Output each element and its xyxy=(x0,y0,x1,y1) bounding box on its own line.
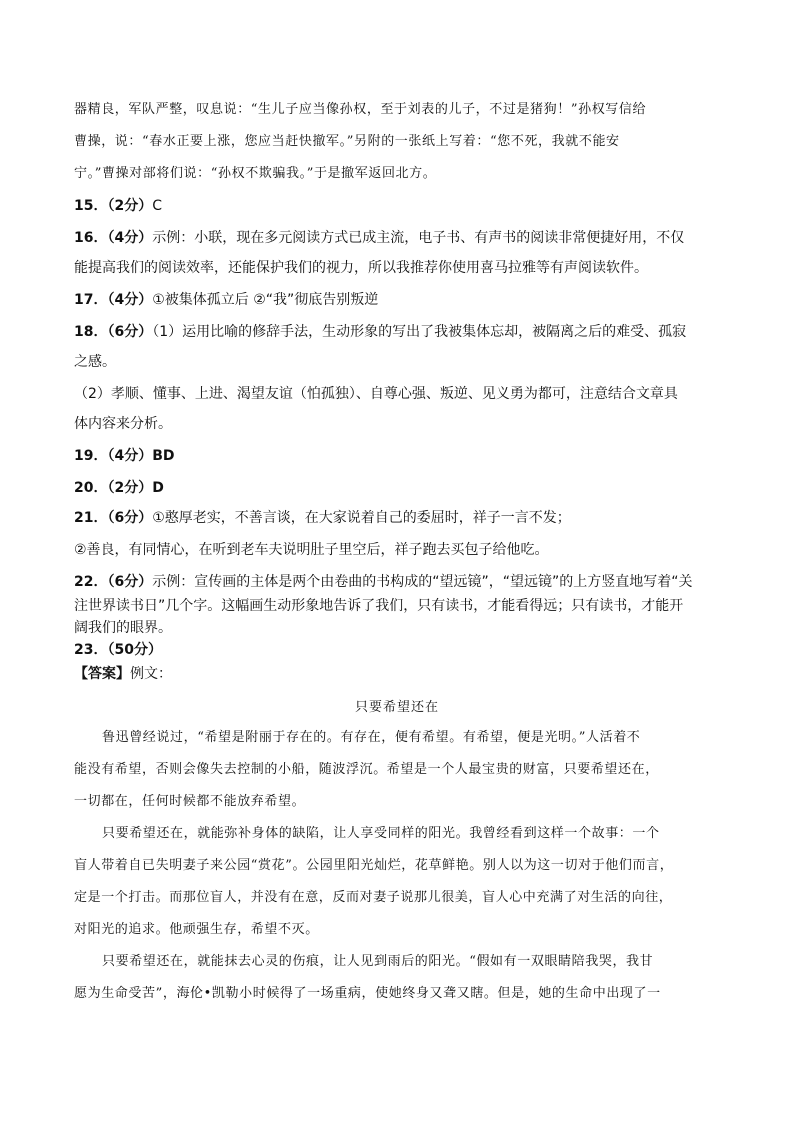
answer-22-cont2 xyxy=(74,618,724,638)
answer-22 xyxy=(74,572,724,592)
answer-text: BD xyxy=(152,448,175,464)
answer-text: 能提高我们的阅读效率，还能保护我们的视力，所以我推荐你使用喜马拉雅等有声阅读软件。 xyxy=(74,260,648,276)
essay-line: 愿为生命受苦”，海伦•凯勒小时候得了一场重病，使她终身又聋又瞎。但是，她的生命中出现了一 xyxy=(74,986,661,1001)
essay-line: 盲人带着自已失明妻子来公园“赏花”。公园里阳光灿烂，花草鲜艳。别人以为这一切对于他们而言， xyxy=(74,858,674,873)
answer-label: 18．（6分） xyxy=(74,324,153,340)
answer-text: 示例：宣传画的主体是两个由卷曲的书构成的“望远镜”，“望远镜”的上方竖直地写着“关 xyxy=(152,574,693,590)
answer-text: 之感。 xyxy=(74,354,116,370)
answer-key xyxy=(74,664,724,684)
essay-line: 对阳光的追求。他顽强生存，希望不灭。 xyxy=(74,922,319,937)
answer-23 xyxy=(74,640,724,660)
answer-text: （1）运用比喻的修辞手法，生动形象的写出了我被集体忘却，被隔离之后的难受、孤寂 xyxy=(152,324,687,340)
answer-16 xyxy=(74,228,724,248)
answer-17 xyxy=(74,290,724,310)
answer-label: 20．（2分） xyxy=(74,480,153,496)
answer-text: D xyxy=(152,480,164,496)
answer-18 xyxy=(74,322,724,342)
answer-label: 15．（2分） xyxy=(74,198,153,214)
essay-line: 能没有希望，否则会像失去控制的小船，随波浮沉。希望是一个人最宝贵的财富，只要希望还在， xyxy=(74,762,659,777)
answer-label: 21．（6分） xyxy=(74,510,153,526)
answer-text: ①被集体孤立后 ②“我”彻底告别叛逆 xyxy=(152,292,379,308)
answer-label: 23．（50分） xyxy=(74,642,162,658)
answer-text: ①憨厚老实，不善言谈，在大家说着自己的委屈时，祥子一言不发； xyxy=(152,510,571,526)
passage-line-1: 器精良，军队严整，叹息说：“生儿子应当像孙权，至于刘表的儿子，不过是猪狗！”孙权写信给 xyxy=(74,102,647,117)
answer-text: 体内容来分析。 xyxy=(74,416,172,432)
answer-label: 19．（4分） xyxy=(74,448,153,464)
answer-text: 阔我们的眼界。 xyxy=(74,620,172,636)
answer-18-part2 xyxy=(74,384,724,404)
essay-line: 鲁迅曾经说过，“希望是附丽于存在的。有存在，便有希望。有希望，便是光明。”人活着不 xyxy=(102,730,641,745)
answer-18-cont xyxy=(74,352,724,372)
answer-text: C xyxy=(152,198,163,214)
essay-line: 只要希望还在，就能抹去心灵的伤痕，让人见到雨后的阳光。“假如有一双眼睛陪我哭，我甘 xyxy=(102,954,654,969)
essay-title: 只要希望还在 xyxy=(354,700,439,715)
answer-text: 注世界读书日”几个字。这幅画生动形象地告诉了我们，只有读书，才能看得远；只有读书，才能开 xyxy=(74,598,684,614)
answer-label: 【答案】 xyxy=(74,666,130,682)
answer-16-cont xyxy=(74,258,724,278)
passage-line-2: 曹操，说：“春水正要上涨，您应当赶快撤军。”另附的一张纸上写着：“您不死，我就不能安 xyxy=(74,134,620,149)
essay-line: 只要希望还在，就能弥补身体的缺陷，让人享受同样的阳光。我曾经看到这样一个故事：一个 xyxy=(102,826,660,841)
answer-label: 22．（6分） xyxy=(74,574,153,590)
answer-18-part2-cont xyxy=(74,414,724,434)
essay-line: 一切都在，任何时候都不能放弃希望。 xyxy=(74,794,306,809)
answer-20 xyxy=(74,478,724,498)
answer-text: 示例：小联，现在多元阅读方式已成主流，电子书、有声书的阅读非常便捷好用，不仅 xyxy=(152,230,685,246)
answer-text: 例文： xyxy=(130,666,172,682)
answer-21 xyxy=(74,508,724,528)
passage-line-3: 宁。”曹操对部将们说：“孙权不欺骗我。”于是撤军返回北方。 xyxy=(74,166,437,181)
answer-text: （2）孝顺、懂事、上进、渴望友谊（怕孤独）、自尊心强、叛逆、见义勇为都可，注意结合文章具 xyxy=(74,386,678,402)
answer-21-cont xyxy=(74,540,724,560)
answer-text: ②善良，有同情心，在听到老车夫说明肚子里空后，祥子跑去买包子给他吃。 xyxy=(74,542,549,558)
answer-label: 16．（4分） xyxy=(74,230,153,246)
answer-label: 17．（4分） xyxy=(74,292,153,308)
answer-22-cont xyxy=(74,596,724,616)
answer-19 xyxy=(74,446,724,466)
answer-15 xyxy=(74,196,724,216)
essay-line: 定是一个打击。而那位盲人，并没有在意，反而对妻子说那儿很美，盲人心中充满了对生活的向往， xyxy=(74,890,673,905)
